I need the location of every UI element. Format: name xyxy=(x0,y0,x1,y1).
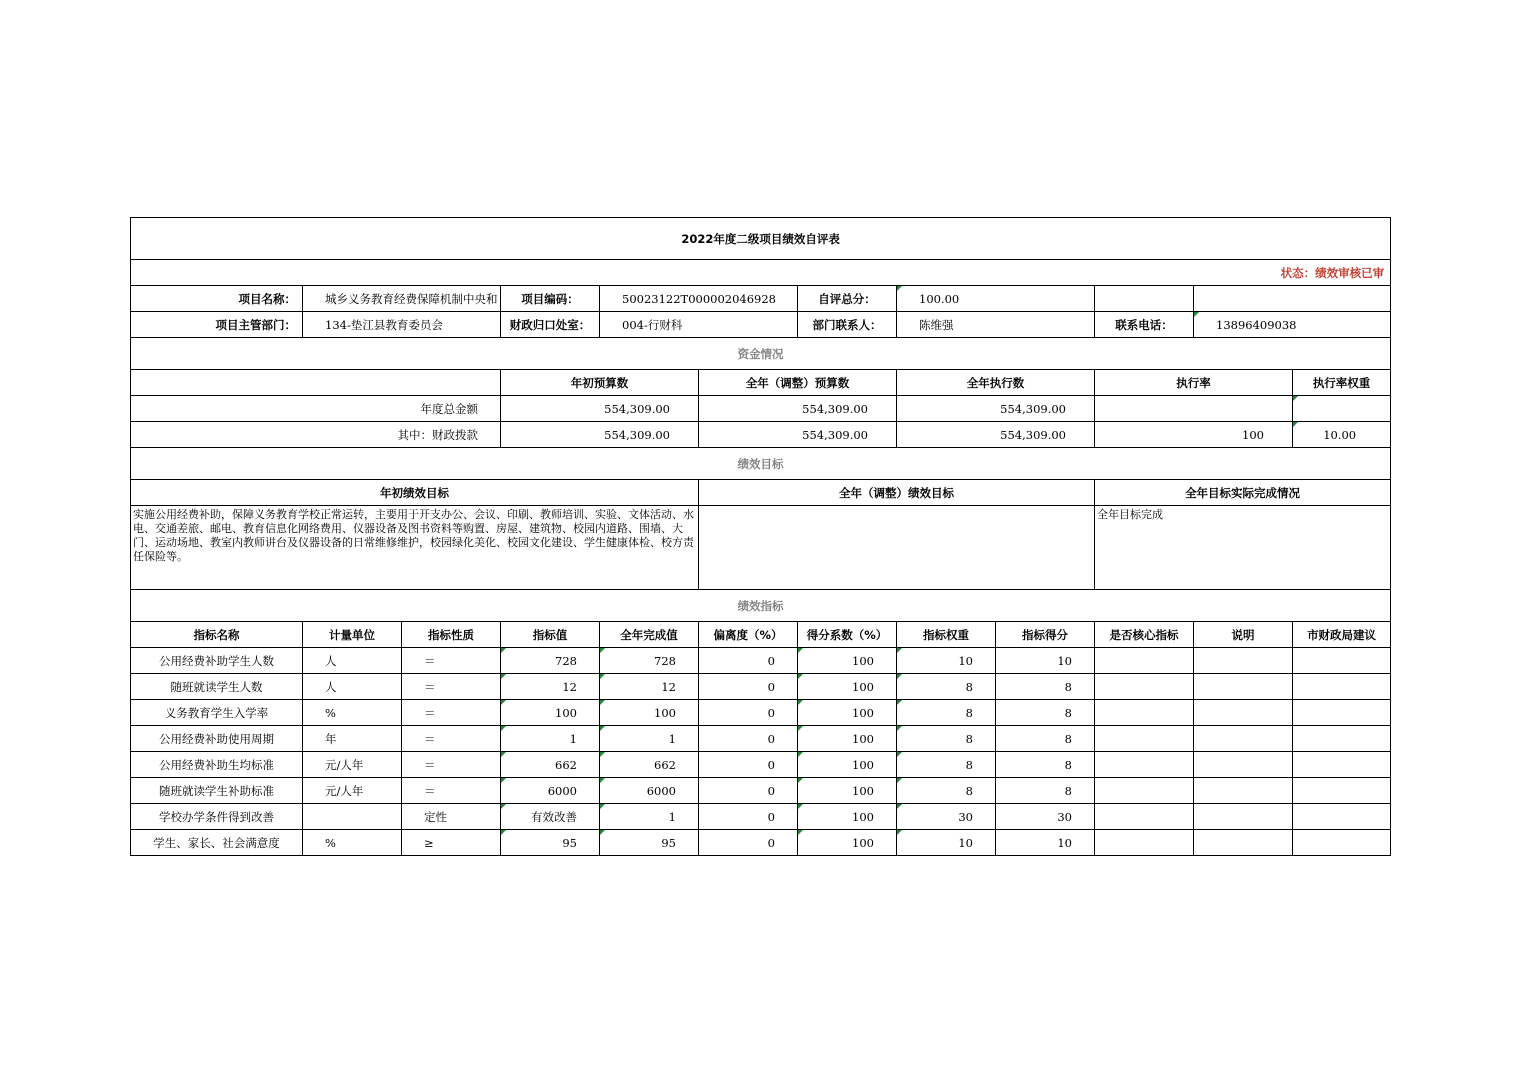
indicator-finance-advice xyxy=(1293,804,1391,830)
indicator-unit: 元/人年 xyxy=(303,778,402,804)
funds-row-label: 年度总金额 xyxy=(131,396,501,422)
funds-header: 执行率 xyxy=(1095,370,1293,396)
indicator-target: 有效改善 xyxy=(501,804,600,830)
goal-initial-text: 实施公用经费补助，保障义务教育学校正常运转，主要用于开支办公、会议、印刷、教师培训、实验、文体活动、水电、交通差旅、邮电、教育信息化网络费用、仪器设备及图书资料等购置、房屋、建筑物、校园内道路、围墙、大门、运动场地、教室内教师讲台及仪器设备的日常维修维护，校园绿化美化、校园文化建设、学生健康体检、校方责任保险等。 xyxy=(131,506,699,590)
section-funds: 资金情况 xyxy=(131,338,1391,370)
indicator-score: 8 xyxy=(996,752,1095,778)
indicator-core xyxy=(1095,778,1194,804)
indicator-target: 95 xyxy=(501,830,600,856)
indicator-core xyxy=(1095,752,1194,778)
funds-adjusted: 554,309.00 xyxy=(699,396,897,422)
indicator-coefficient: 100 xyxy=(798,752,897,778)
dept-label: 项目主管部门： xyxy=(131,312,303,338)
goals-content-row xyxy=(131,506,1391,590)
indicators-header-row xyxy=(131,622,1391,648)
indicator-actual: 95 xyxy=(600,830,699,856)
indicator-row xyxy=(131,700,1391,726)
indicator-header: 市财政局建议 xyxy=(1293,622,1391,648)
funds-row xyxy=(131,396,1391,422)
indicator-name: 公用经费补助使用周期 xyxy=(131,726,303,752)
performance-self-evaluation-sheet xyxy=(130,217,1391,856)
indicator-finance-advice xyxy=(1293,830,1391,856)
indicator-score: 8 xyxy=(996,778,1095,804)
score-label: 自评总分： xyxy=(798,286,897,312)
indicator-note xyxy=(1194,648,1293,674)
indicator-header: 指标名称 xyxy=(131,622,303,648)
indicator-name: 公用经费补助生均标准 xyxy=(131,752,303,778)
funds-executed: 554,309.00 xyxy=(897,422,1095,448)
indicator-score: 8 xyxy=(996,700,1095,726)
indicator-target: 12 xyxy=(501,674,600,700)
indicator-row xyxy=(131,804,1391,830)
funds-executed: 554,309.00 xyxy=(897,396,1095,422)
indicator-unit: 人 xyxy=(303,648,402,674)
indicator-weight: 10 xyxy=(897,648,996,674)
indicator-weight: 30 xyxy=(897,804,996,830)
indicator-nature: ＝ xyxy=(402,752,501,778)
indicator-deviation: 0 xyxy=(699,778,798,804)
funds-header: 执行率权重 xyxy=(1293,370,1391,396)
indicator-note xyxy=(1194,804,1293,830)
indicator-actual: 1 xyxy=(600,726,699,752)
indicator-score: 8 xyxy=(996,674,1095,700)
phone-value: 13896409038 xyxy=(1194,312,1391,338)
indicator-nature: ＝ xyxy=(402,648,501,674)
goals-header: 年初绩效目标 xyxy=(131,480,699,506)
indicator-coefficient: 100 xyxy=(798,648,897,674)
indicator-core xyxy=(1095,700,1194,726)
indicator-deviation: 0 xyxy=(699,674,798,700)
funds-initial: 554,309.00 xyxy=(501,396,699,422)
indicator-unit: 元/人年 xyxy=(303,752,402,778)
indicator-nature: 定性 xyxy=(402,804,501,830)
indicator-header: 全年完成值 xyxy=(600,622,699,648)
dept-value: 134-垫江县教育委员会 xyxy=(303,312,501,338)
indicator-score: 10 xyxy=(996,648,1095,674)
indicator-core xyxy=(1095,648,1194,674)
funds-weight xyxy=(1293,396,1391,422)
indicator-header: 得分系数（%） xyxy=(798,622,897,648)
indicator-actual: 6000 xyxy=(600,778,699,804)
indicator-nature: ＝ xyxy=(402,778,501,804)
funds-header: 全年（调整）预算数 xyxy=(699,370,897,396)
indicator-name: 随班就读学生补助标准 xyxy=(131,778,303,804)
indicator-name: 随班就读学生人数 xyxy=(131,674,303,700)
indicator-finance-advice xyxy=(1293,700,1391,726)
indicator-unit: % xyxy=(303,830,402,856)
indicator-weight: 10 xyxy=(897,830,996,856)
indicator-coefficient: 100 xyxy=(798,830,897,856)
empty-cell xyxy=(1095,286,1194,312)
indicator-actual: 12 xyxy=(600,674,699,700)
indicator-core xyxy=(1095,726,1194,752)
indicator-deviation: 0 xyxy=(699,700,798,726)
indicator-note xyxy=(1194,830,1293,856)
indicator-target: 6000 xyxy=(501,778,600,804)
section-indicators: 绩效指标 xyxy=(131,590,1391,622)
sheet-title: 2022年度二级项目绩效自评表 xyxy=(131,218,1391,260)
indicator-weight: 8 xyxy=(897,700,996,726)
indicator-score: 10 xyxy=(996,830,1095,856)
indicator-unit xyxy=(303,804,402,830)
indicator-weight: 8 xyxy=(897,726,996,752)
goal-adjusted-text xyxy=(699,506,1095,590)
indicator-nature: ≥ xyxy=(402,830,501,856)
indicator-coefficient: 100 xyxy=(798,726,897,752)
indicator-core xyxy=(1095,830,1194,856)
indicator-header: 偏离度（%） xyxy=(699,622,798,648)
indicator-finance-advice xyxy=(1293,726,1391,752)
funds-rate: 100 xyxy=(1095,422,1293,448)
project-name-label: 项目名称： xyxy=(131,286,303,312)
indicator-row xyxy=(131,778,1391,804)
indicator-header: 计量单位 xyxy=(303,622,402,648)
indicator-row xyxy=(131,726,1391,752)
status-badge: 状态：绩效审核已审 xyxy=(131,260,1391,286)
indicator-actual: 662 xyxy=(600,752,699,778)
indicator-deviation: 0 xyxy=(699,726,798,752)
indicator-core xyxy=(1095,804,1194,830)
indicator-name: 学校办学条件得到改善 xyxy=(131,804,303,830)
indicator-coefficient: 100 xyxy=(798,700,897,726)
indicator-name: 学生、家长、社会满意度 xyxy=(131,830,303,856)
indicator-name: 公用经费补助学生人数 xyxy=(131,648,303,674)
funds-row-label: 其中：财政拨款 xyxy=(131,422,501,448)
funds-initial: 554,309.00 xyxy=(501,422,699,448)
section-row xyxy=(131,448,1391,480)
indicator-target: 728 xyxy=(501,648,600,674)
project-code-label: 项目编码： xyxy=(501,286,600,312)
indicator-header: 指标值 xyxy=(501,622,600,648)
goals-header-row xyxy=(131,480,1391,506)
indicator-deviation: 0 xyxy=(699,648,798,674)
indicator-weight: 8 xyxy=(897,674,996,700)
indicator-weight: 8 xyxy=(897,778,996,804)
goals-header: 全年（调整）绩效目标 xyxy=(699,480,1095,506)
indicator-unit: 年 xyxy=(303,726,402,752)
indicator-target: 100 xyxy=(501,700,600,726)
indicator-score: 30 xyxy=(996,804,1095,830)
indicator-name: 义务教育学生入学率 xyxy=(131,700,303,726)
project-name-value: 城乡义务教育经费保障机制中央和 xyxy=(303,286,501,312)
indicator-coefficient: 100 xyxy=(798,804,897,830)
funds-row xyxy=(131,422,1391,448)
indicator-nature: ＝ xyxy=(402,674,501,700)
indicator-core xyxy=(1095,674,1194,700)
indicator-row xyxy=(131,674,1391,700)
section-goals: 绩效目标 xyxy=(131,448,1391,480)
funds-weight: 10.00 xyxy=(1293,422,1391,448)
indicator-header: 说明 xyxy=(1194,622,1293,648)
phone-label: 联系电话： xyxy=(1095,312,1194,338)
funds-header: 全年执行数 xyxy=(897,370,1095,396)
indicator-row xyxy=(131,830,1391,856)
indicator-note xyxy=(1194,778,1293,804)
indicator-row xyxy=(131,752,1391,778)
indicator-unit: 人 xyxy=(303,674,402,700)
indicator-note xyxy=(1194,752,1293,778)
indicator-deviation: 0 xyxy=(699,830,798,856)
indicator-header: 指标得分 xyxy=(996,622,1095,648)
indicator-deviation: 0 xyxy=(699,752,798,778)
goals-header: 全年目标实际完成情况 xyxy=(1095,480,1391,506)
contact-label: 部门联系人： xyxy=(798,312,897,338)
empty-cell xyxy=(131,370,501,396)
goal-actual-text: 全年目标完成 xyxy=(1095,506,1391,590)
office-value: 004-行财科 xyxy=(600,312,798,338)
indicator-note xyxy=(1194,674,1293,700)
score-value: 100.00 xyxy=(897,286,1095,312)
indicator-actual: 100 xyxy=(600,700,699,726)
indicator-header: 指标权重 xyxy=(897,622,996,648)
indicator-note xyxy=(1194,700,1293,726)
indicator-nature: ＝ xyxy=(402,726,501,752)
indicator-nature: ＝ xyxy=(402,700,501,726)
indicator-coefficient: 100 xyxy=(798,674,897,700)
indicator-target: 662 xyxy=(501,752,600,778)
funds-header: 年初预算数 xyxy=(501,370,699,396)
indicator-coefficient: 100 xyxy=(798,778,897,804)
funds-adjusted: 554,309.00 xyxy=(699,422,897,448)
funds-rate xyxy=(1095,396,1293,422)
indicator-score: 8 xyxy=(996,726,1095,752)
office-label: 财政归口处室： xyxy=(501,312,600,338)
indicator-target: 1 xyxy=(501,726,600,752)
contact-value: 陈维强 xyxy=(897,312,1095,338)
indicator-unit: % xyxy=(303,700,402,726)
indicator-finance-advice xyxy=(1293,648,1391,674)
indicator-finance-advice xyxy=(1293,752,1391,778)
indicator-header: 是否核心指标 xyxy=(1095,622,1194,648)
indicator-header: 指标性质 xyxy=(402,622,501,648)
indicator-finance-advice xyxy=(1293,674,1391,700)
section-row xyxy=(131,590,1391,622)
indicator-weight: 8 xyxy=(897,752,996,778)
indicator-row xyxy=(131,648,1391,674)
indicator-actual: 1 xyxy=(600,804,699,830)
indicator-deviation: 0 xyxy=(699,804,798,830)
indicator-finance-advice xyxy=(1293,778,1391,804)
empty-cell xyxy=(1194,286,1391,312)
indicator-note xyxy=(1194,726,1293,752)
indicator-actual: 728 xyxy=(600,648,699,674)
project-code-value: 50023122T000002046928 xyxy=(600,286,798,312)
